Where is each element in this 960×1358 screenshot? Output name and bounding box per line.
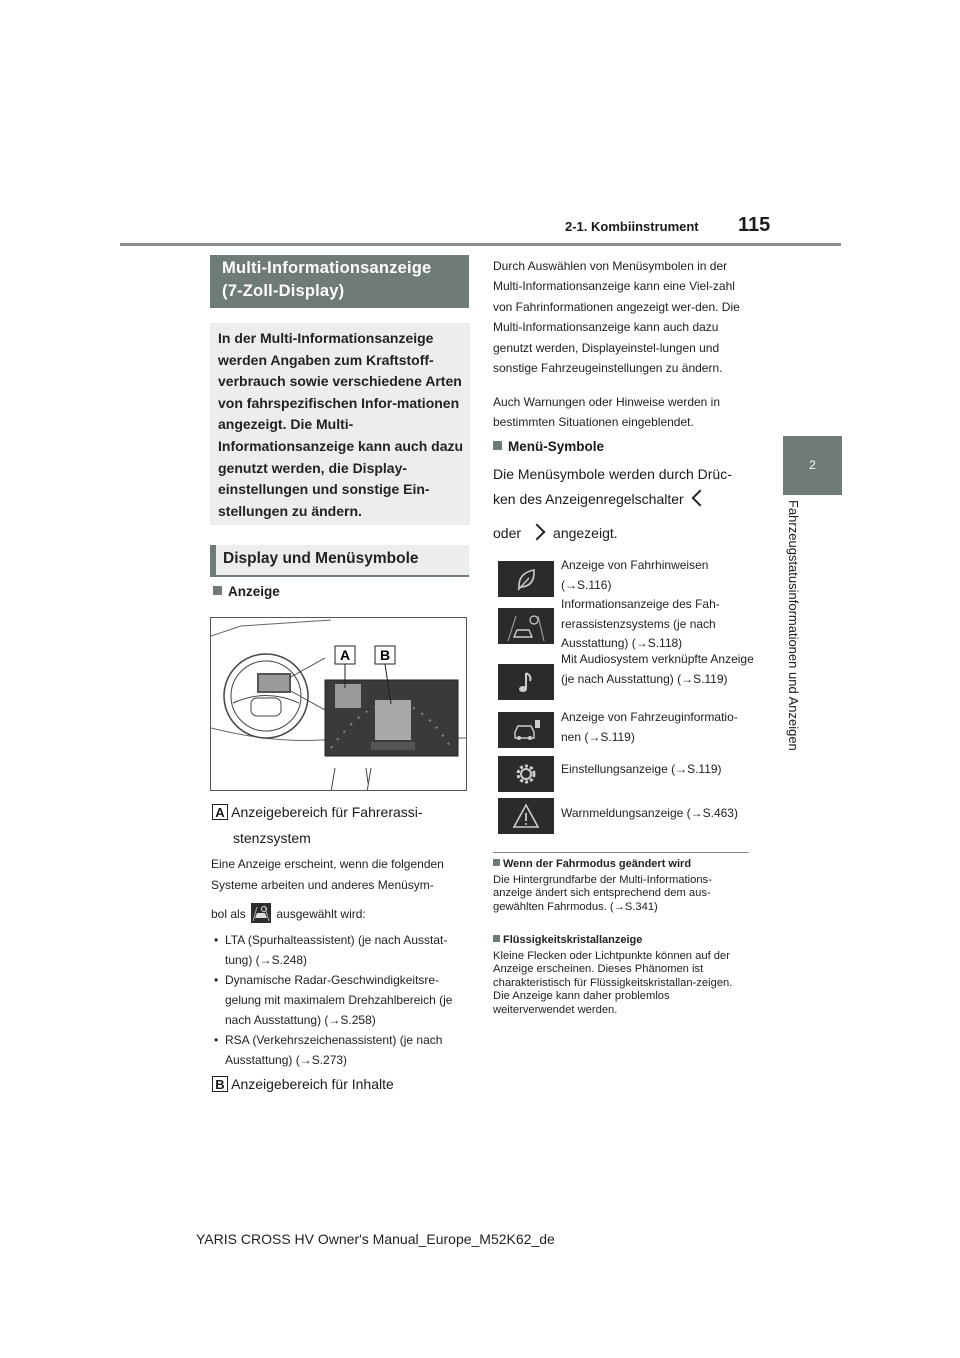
subsection-title-display: Display und Menüsymbole [210, 545, 469, 577]
page-number: 115 [738, 214, 771, 236]
menu-symbols-heading-text: Menü-Symbole [508, 439, 605, 454]
square-bullet-icon [493, 441, 502, 450]
label-b-text: Anzeigebereich für Inhalte [231, 1076, 394, 1092]
paragraph-warnings: Auch Warnungen oder Hinweise werden in bestimmten Situationen eingeblendet. [493, 395, 721, 430]
note-text-driving-mode: Die Hintergrundfarbe der Multi-Informations-anzeige ändert sich entsprechend dem aus-gewählten Fahrmodus. (→S.341) [493, 874, 712, 913]
menu-item-text: Einstellungsanzeige (→S.119) [561, 762, 722, 776]
gear-icon [498, 756, 554, 792]
menu-text-line2 [493, 491, 716, 507]
menu-symbols-heading [493, 439, 604, 454]
section-title-line2: (7-Zoll-Display) [222, 282, 345, 300]
label-a-text: Anzeigebereich für Fahrerassi- [231, 804, 423, 820]
car-info-icon [498, 712, 554, 748]
label-a-box: A [212, 804, 228, 820]
menu-text-line3 [493, 525, 618, 541]
menu-text-line1: Die Menüsymbole werden durch Drüc- [493, 466, 732, 482]
figure-label-b: B [379, 647, 391, 663]
notes-divider [493, 852, 749, 853]
section-title-multi-info [210, 255, 469, 308]
warning-icon [498, 798, 554, 834]
menu-item-text: Anzeige von Fahrzeuginformatio-nen (→S.119) [561, 710, 738, 744]
system-list [211, 930, 471, 1070]
chevron-left-icon [691, 490, 708, 507]
figure-label-a: A [339, 647, 351, 663]
chapter-title: Fahrzeugstatusinformationen und Anzeigen [786, 500, 801, 751]
anzeige-heading [213, 584, 280, 599]
page-footer: YARIS CROSS HV Owner's Manual_Europe_M52K62_de [196, 1231, 555, 1247]
chapter-tab: 2 [783, 436, 842, 495]
note-heading-lcd [493, 934, 642, 946]
menu-text-line2-text: ken des Anzeigenregelschalter [493, 491, 684, 507]
list-item: • LTA (Spurhalteassistent) (je nach Ausstat-tung) (→S.248) [211, 930, 471, 970]
driver-assist-icon [251, 903, 271, 923]
square-bullet-icon [493, 859, 500, 866]
menu-item-text: Mit Audiosystem verknüpfte Anzeige (je nach Ausstattung) (→S.119) [561, 652, 754, 686]
chapter-side-label [786, 500, 806, 770]
list-item: • Dynamische Radar-Geschwindigkeitsre-gelung mit maximalem Drehzahlbereich (je nach Ausstattung) (→S.258) [211, 970, 471, 1030]
menu-item-text: Informationsanzeige des Fah-rerassistenzsystems (je nach Ausstattung) (→S.118) [561, 597, 720, 651]
intro-box: In der Multi-Informationsanzeige werden Angaben zum Kraftstoff-verbrauch sowie verschiedene Arten von fahrspezifischen Infor-mationen angezeigt. Die Multi-Informationsanzeige kann auch dazu genutzt werden, die Display-einstellungen und sonstige Ein-stellungen zu ändern. [210, 323, 470, 525]
note-heading-text: Flüssigkeitskristallanzeige [503, 934, 643, 946]
label-a-text-cont: stenzsystem [233, 830, 311, 846]
label-b-row [212, 1075, 394, 1093]
instrument-illustration [210, 617, 467, 791]
text-before-icon: bol als [211, 907, 246, 921]
menu-text-angezeigt: angezeigt. [553, 525, 618, 541]
music-note-icon [498, 664, 554, 700]
dashboard-illustration [211, 618, 467, 791]
note-text-lcd: Kleine Flecken oder Lichtpunkte können auf der Anzeige erscheinen. Dieses Phänomen ist charakteristisch für Flüssigkeitskristallan-zeigen. Die Anzeige kann daher problemlos weiterverwendet werden. [493, 950, 733, 1016]
leaf-icon [498, 561, 554, 597]
paragraph-label-a: Eine Anzeige erscheint, wenn die folgenden Systeme arbeiten und anderes Menüsym- [211, 857, 444, 892]
header-rule [120, 243, 841, 246]
square-bullet-icon [493, 935, 500, 942]
menu-item-text: Anzeige von Fahrhinweisen (→S.116) [561, 558, 709, 592]
menu-text-oder: oder [493, 525, 522, 541]
text-after-icon: ausgewählt wird: [276, 907, 366, 921]
driver-assist-icon [498, 608, 554, 644]
anzeige-heading-text: Anzeige [228, 584, 280, 599]
paragraph-label-a-cont [211, 900, 471, 928]
menu-item-text: Warnmeldungsanzeige (→S.463) [561, 806, 738, 820]
section-title-line1: Multi-Informationsanzeige [222, 259, 432, 277]
label-b-box: B [212, 1076, 228, 1092]
square-bullet-icon [213, 586, 222, 595]
paragraph-menu-intro: Durch Auswählen von Menüsymbolen in der Multi-Informationsanzeige kann eine Viel-zahl von Fahrinformationen angezeigt wer-den. Die Multi-Informationsanzeige kann auch dazu genutzt werden, Displayeinstel-lungen und sonstige Fahrzeugeinstellungen zu ändern. [493, 259, 740, 376]
note-heading-text: Wenn der Fahrmodus geändert wird [503, 858, 692, 870]
section-header: 2-1. Kombiinstrument [565, 219, 699, 234]
list-item: • RSA (Verkehrszeichenassistent) (je nach Ausstattung) (→S.273) [211, 1030, 471, 1070]
chevron-right-icon [529, 524, 546, 541]
note-heading-driving-mode [493, 858, 691, 870]
label-a-row [212, 803, 423, 821]
